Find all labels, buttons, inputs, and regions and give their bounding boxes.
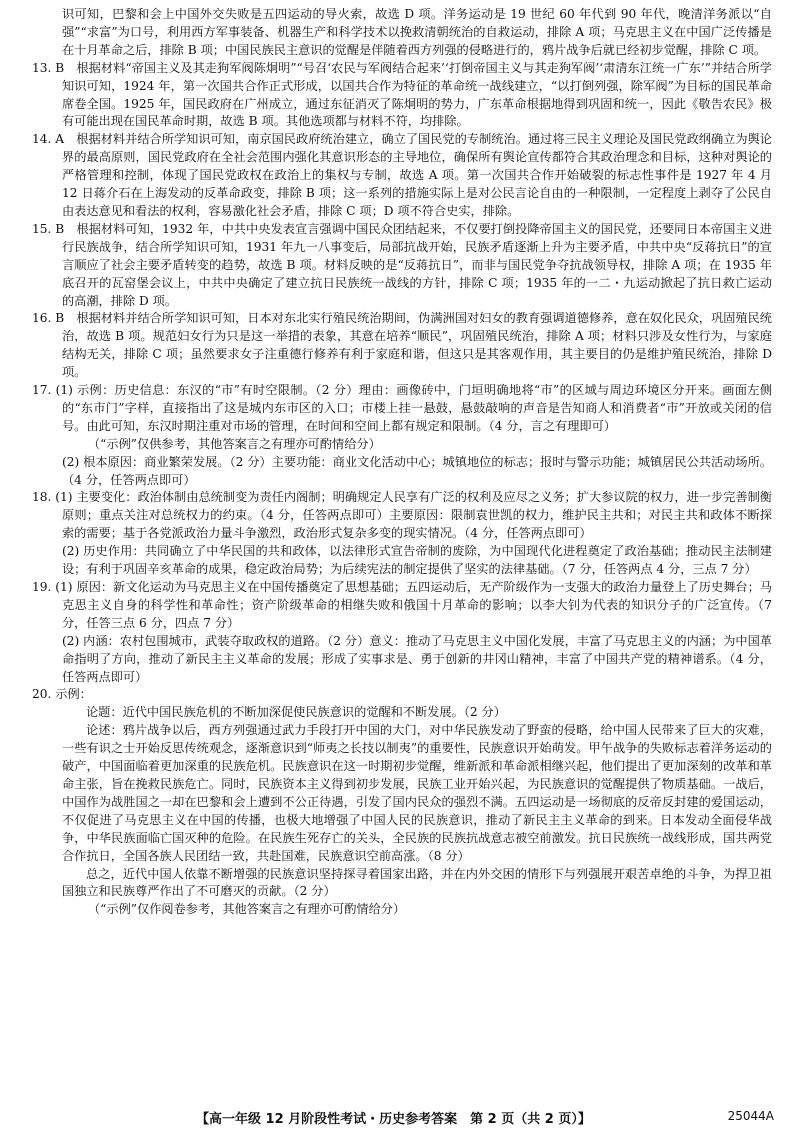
footer-title: 【高一年级 12 月阶段性考试・历史参考答案 第 2 页（共 2 页）】	[196, 1112, 591, 1127]
answer-q18-part2: (2) 历史作用：共同确立了中华民国的共和政体，以法律形式宣告帝制的废除，为中国现代化进程奠定了政治基础；推动民主法制建设；有利于巩固辛亥革命的成果，稳定政治局势；为后续宪法的制定提供了坚实的法律基础。（7 分，任答两点 4 分，三点 7 分）	[62, 544, 772, 577]
answer-q16: 16. B 根据材料并结合所学知识可知，日本对东北实行殖民统治期间，伪满洲国对妇女的教育强调道德修养，意在奴化民众，巩固殖民统治，故选 B 项。规范妇女行为只是这一举措的表象，其意在培养“顺民”，巩固殖民统治，排除 A 项；材料只涉及女性行为，与家庭结构无关，排除 C 项；虽然要求女子注重德行修养有利于家庭和谐，但这只是其客观作用，其主要目的仍是维护殖民统治，排除 D 项。	[32, 311, 772, 380]
answer-q15: 15. B 根据材料可知，1932 年，中共中央发表宣言强调中国民众团结起来，不仅要打倒投降帝国主义的国民党，还要同日本帝国主义进行民族战争，结合所学知识可知，1931 年九一八事变后，局部抗战开始，民族矛盾逐渐上升为主要矛盾，中共中央“反蒋抗日”的宣言顺应了社会主要矛盾转变的趋势，故选 B 项。材料反映的是“反蒋抗日”，而非与国民党争夺抗战领导权，排除 A 项；在 1935 年底召开的瓦窑堡会议上，中共中央确定了建立抗日民族统一战线的方针，排除 C 项；1935 年的一二・九运动掀起了抗日救亡运动的高潮，排除 D 项。	[32, 221, 772, 308]
answer-q17-part1: 17. (1) 示例：历史信息：东汉的“市”有时空限制。（2 分）理由：画像砖中，门垣明确地将“市”的区域与周边环境区分开来。画面左侧的“东市门”字样，直接指出了这是城内东市区的入口；市楼上挂一悬鼓，悬鼓敲响的声音是告知商人和消费者“市”开放或关闭的信号。由此可知，东汉时期注重对市场的管理，在时间和空间上都有规定和限制。（4 分，言之有理即可）	[32, 383, 772, 433]
footer-code: 25044A	[727, 1109, 774, 1123]
answer-q19-part2: (2) 内涵：农村包围城市，武装夺取政权的道路。（2 分）意义：推动了马克思主义中国化发展，丰富了马克思主义的内涵；为中国革命指明了方向，推动了新民主主义革命的发展；形成了实事求是、勇于创新的井冈山精神，丰富了中国共产党的精神谱系。（4 分，任答两点即可）	[62, 633, 772, 684]
answer-q17-part2: (2) 根本原因：商业繁荣发展。（2 分）主要功能：商业文化活动中心；城镇地位的标志；报时与警示功能；城镇居民公共活动场所。（4 分，任答两点即可）	[62, 454, 772, 487]
q12-continuation: 识可知，巴黎和会上中国外交失败是五四运动的导火索，故选 D 项。洋务运动是 19 世纪 60 年代到 90 年代，晚清洋务派以“自强”“求富”为口号，利用西方军事装备、机器生产和科学技术以挽救清朝统治的自救运动，排除 A 项；马克思主义在中国广泛传播是在十月革命之后，排除 B 项；中国民族民主意识的觉醒是伴随着西方列强的侵略进行的，鸦片战争后就已经初步觉醒，排除 C 项。	[62, 7, 772, 57]
q20-example-note: （“示例”仅作阅卷参考，其他答案言之有理亦可酌情给分）	[88, 902, 406, 917]
answer-q14: 14. A 根据材料并结合所学知识可知，南京国民政府统治建立，确立了国民党的专制统治。通过将三民主义理论及国民党政纲确立为舆论界的最高原则，国民党政府在全社会范围内强化其意识形态的主导地位，确保所有舆论宣传都符合其政治理念和目标，这种对舆论的严格管理和控制，体现了国民党政权在政治上的集权与专制，故选 A 项。第一次国共合作开始破裂的标志性事件是 1927 年 4 月 12 日蒋介石在上海发动的反革命政变，排除 B 项；这一系列的措施实际上是对公民言论自由的一种限制，一定程度上剥夺了公民自由表达意见和看法的权利，容易激化社会矛盾，排除 C 项；D 项不符合史实，排除。	[32, 132, 772, 218]
q20-conclusion: 总之，近代中国人依靠不断增强的民族意识坚持探寻着国家出路，并在内外交困的情形下与列强展开艰苦卓绝的斗争，为捍卫祖国独立和民族尊严作出了不可磨灭的贡献。（2 分）	[62, 866, 772, 899]
answer-q19-part1: 19. (1) 原因：新文化运动为马克思主义在中国传播奠定了思想基础；五四运动后，无产阶级作为一支强大的政治力量登上了历史舞台；马克思主义自身的科学性和革命性；资产阶级革命的相继失败和俄国十月革命的影响；以李大钊为代表的知识分子的广泛宣传。（7 分，任答三点 6 分，四点 7 分）	[32, 580, 772, 630]
q17-example-note: （“示例”仅供参考，其他答案言之有理亦可酌情给分）	[88, 436, 381, 451]
q20-argument: 论述：鸦片战争以后，西方列强通过武力手段打开中国的大门，对中华民族发动了野蛮的侵略，给中国人民带来了巨大的灾难，一些有识之士开始反思传统观念，逐渐意识到“师夷之长技以制夷”的重要性，民族意识开始萌发。甲午战争的失败标志着洋务运动的破产，中国面临着更加深重的民族危机。民族意识在这一时期初步觉醒，维新派和革命派相继兴起，他们提出了更加深刻的改革和革命主张，旨在挽救民族危亡。同时，民族资本主义得到初步发展，民族工业开始兴起，为民族意识的觉醒提供了物质基础。一战后，中国作为战胜国之一却在巴黎和会上遭到不公正待遇，引发了国内民众的强烈不满。五四运动是一场彻底的反帝反封建的爱国运动，不仅促进了马克思主义在中国的传播，也极大地增强了中国人民的民族意识，推动了新民主主义革命的到来。日本发动全面侵华战争，中华民族面临亡国灭种的危险。在民族生死存亡的关头，全民族的民族抗战意志被空前激发。抗日民族统一战线形成，国共两党合作抗日，全国各族人民团结一致，共赴国难，民族意识空前高涨。（8 分）	[62, 723, 772, 863]
q20-thesis: 论题：近代中国民族危机的不断加深促使民族意识的觉醒和不断发展。（2 分）	[86, 705, 506, 720]
answer-q20-heading: 20. 示例：	[32, 687, 92, 702]
answer-q13: 13. B 根据材料“帝国主义及其走狗军阀陈炯明”“号召‘农民与军阀结合起来’‘打倒帝国主义与其走狗军阀’‘肃清东江统一广东’”并结合所学知识可知，1924 年，第一次国共合作正式形成，以国共合作为特征的革命统一战线建立，“以打倒列强，除军阀”为目标的国民革命席卷全国。1925 年，国民政府在广州成立，通过东征消灭了陈炯明的势力，广东革命根据地得到巩固和统一，因此《敬告农民》极有可能出现在国民革命时期，故选 B 项。其他选项都与材料不符，均排除。	[32, 60, 772, 129]
answer-q18-part1: 18. (1) 主要变化：政治体制由总统制变为责任内阁制；明确规定人民享有广泛的权利及应尽之义务；扩大参议院的权力，进一步完善制衡原则；重点关注对总统权力的约束。（4 分，任答两点即可）主要原因：限制袁世凯的权力，维护民主共和；对民主共和政体不断探索的需要；基于各党派政治力量斗争激烈，政治形式复杂多变的现实情况。（4 分，任答两点即可）	[32, 490, 772, 541]
page-footer	[0, 1106, 800, 1128]
